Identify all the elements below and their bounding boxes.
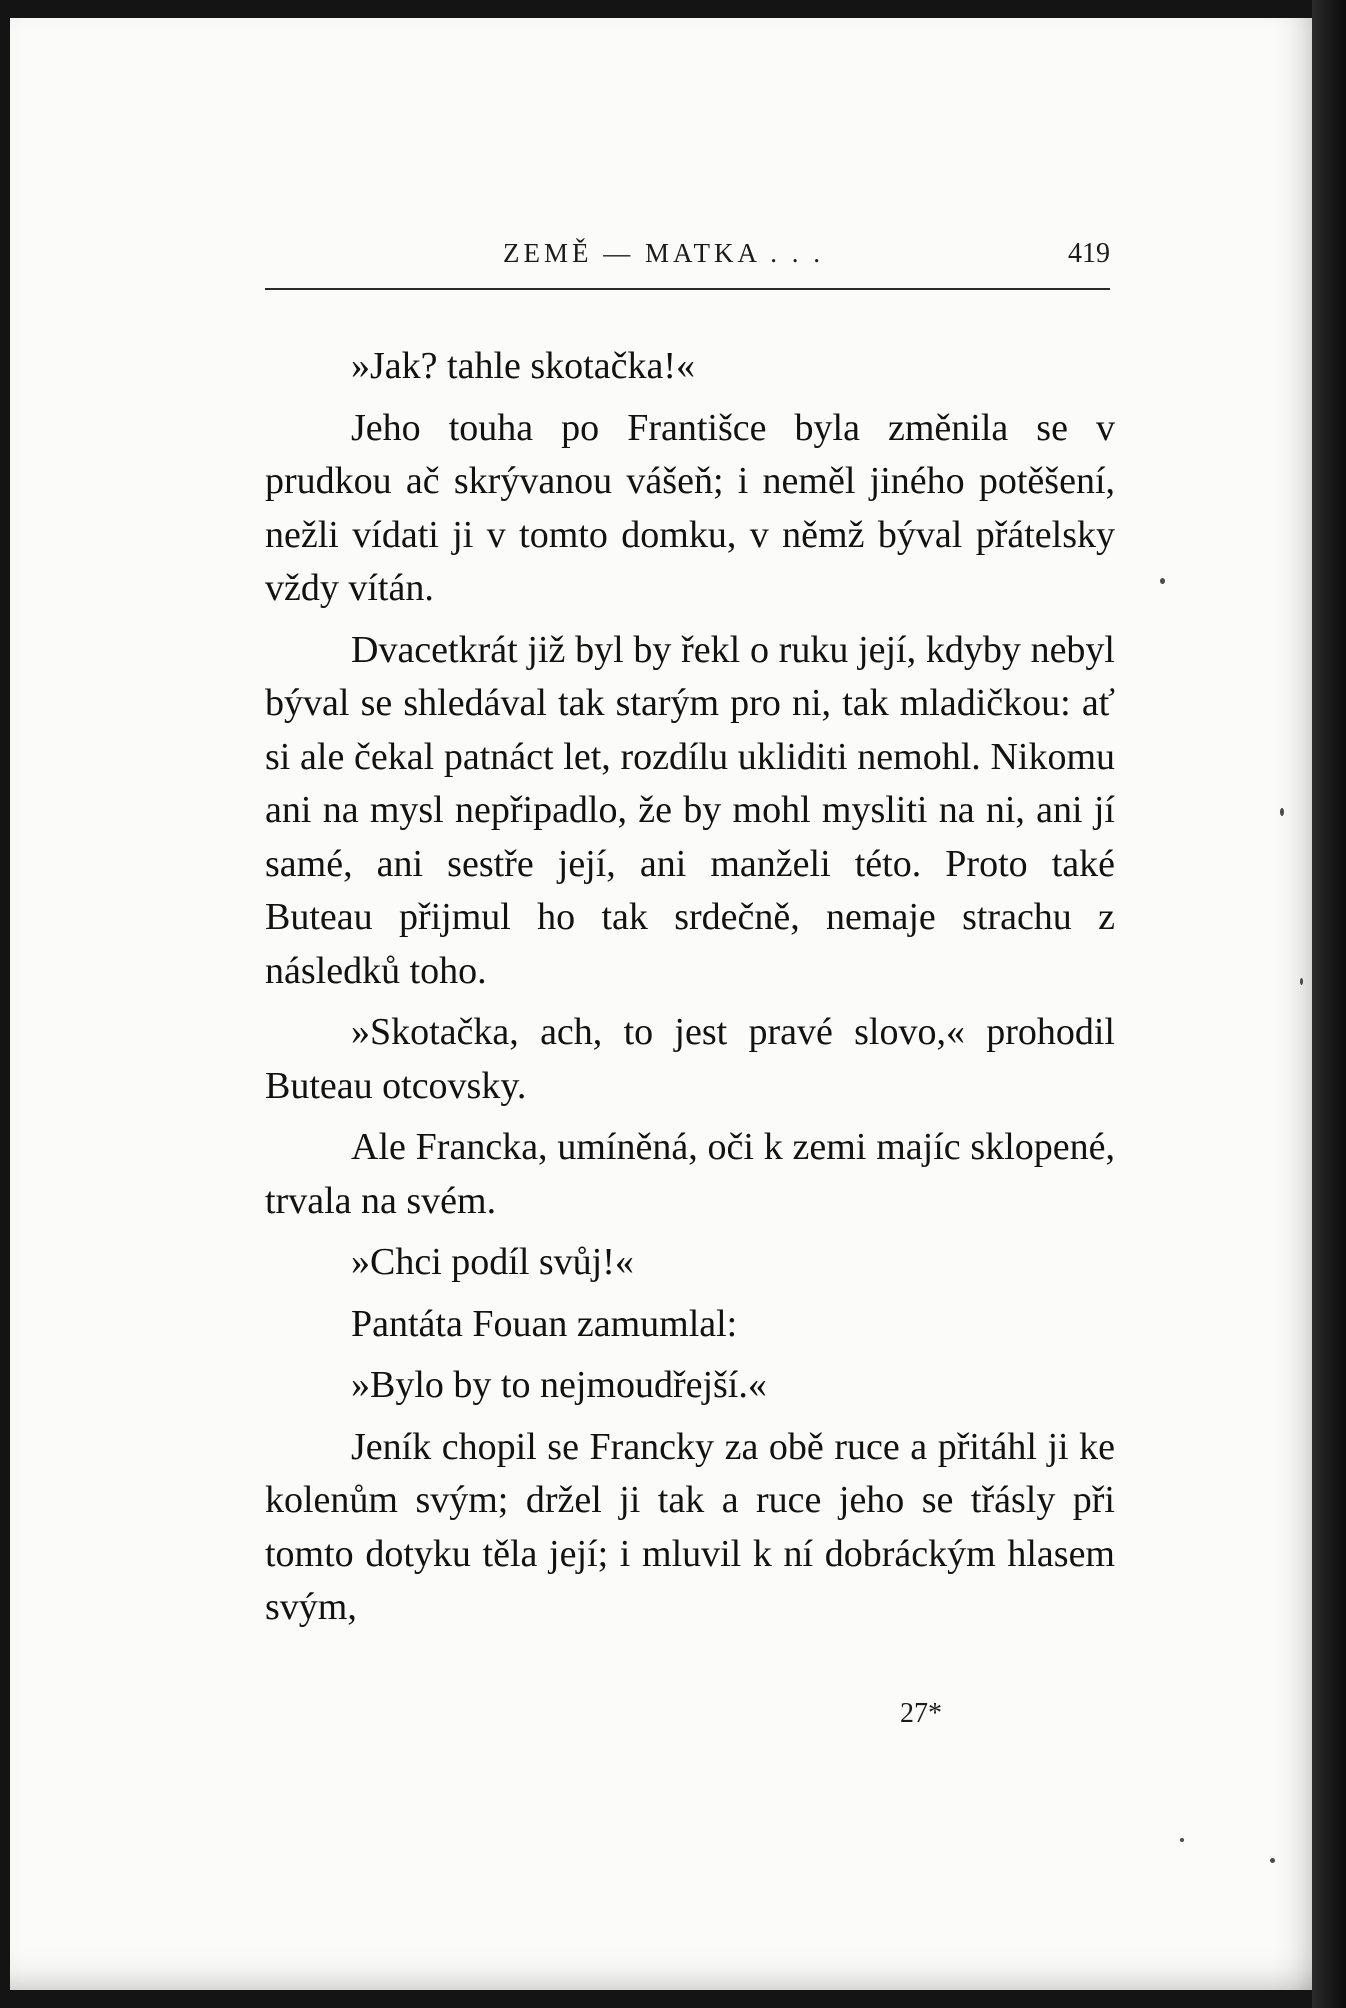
paragraph: »Skotačka, ach, to jest pravé slovo,« prohodil Buteau otcovsky. [265, 1011, 1115, 1107]
page-edge-shadow [1312, 0, 1346, 2008]
paragraph: »Chci podíl svůj!« [351, 1241, 634, 1283]
paragraph: Jeník chopil se Francky za obě ruce a přitáhl ji ke kolenům svým; držel ji tak a ruce jeho se třásly při tomto dotyku těla její; i mluvil k ní dobráckým hlasem svým, [265, 1425, 1115, 1628]
paper-speck [1280, 808, 1284, 816]
signature-mark: 27* [900, 1698, 942, 1729]
header-rule [265, 288, 1110, 290]
paragraph: »Jak? tahle skotačka!« [351, 345, 695, 387]
page-number: 419 [1068, 238, 1110, 269]
paragraph: »Bylo by to nejmoudřejší.« [351, 1364, 767, 1406]
running-header [265, 238, 1110, 298]
paper-speck [1160, 578, 1165, 584]
paper-speck [1300, 978, 1303, 985]
paper-speck [1180, 1838, 1184, 1842]
running-title: ZEMĚ — MATKA . . . [503, 238, 824, 268]
paragraph: Dvacetkrát již byl by řekl o ruku její, kdyby nebyl býval se shledával tak starým pro ni, tak mladičkou: ať si ale čekal patnáct let, rozdílu ukliditi nemohl. Nikomu ani na mysl nepřipadlo, že by mohl mysliti na ni, ani jí samé, ani sestře její, ani manželi této. Proto také Buteau přijmul ho tak srdečně, nemaje strachu z následků toho. [265, 628, 1115, 992]
paragraph: Pantáta Fouan zamumlal: [351, 1302, 738, 1345]
paper-speck [1270, 1858, 1275, 1863]
paragraph: Ale Francka, umíněná, oči k zemi majíc sklopené, trvala na svém. [265, 1126, 1115, 1222]
body-text [265, 340, 1115, 1635]
paragraph: Jeho touha po Františce byla změnila se v prudkou ač skrývanou vášeň; i neměl jiného potěšení, nežli vídati ji v tomto domku, v němž býval přátelsky vždy vítán. [265, 406, 1115, 609]
